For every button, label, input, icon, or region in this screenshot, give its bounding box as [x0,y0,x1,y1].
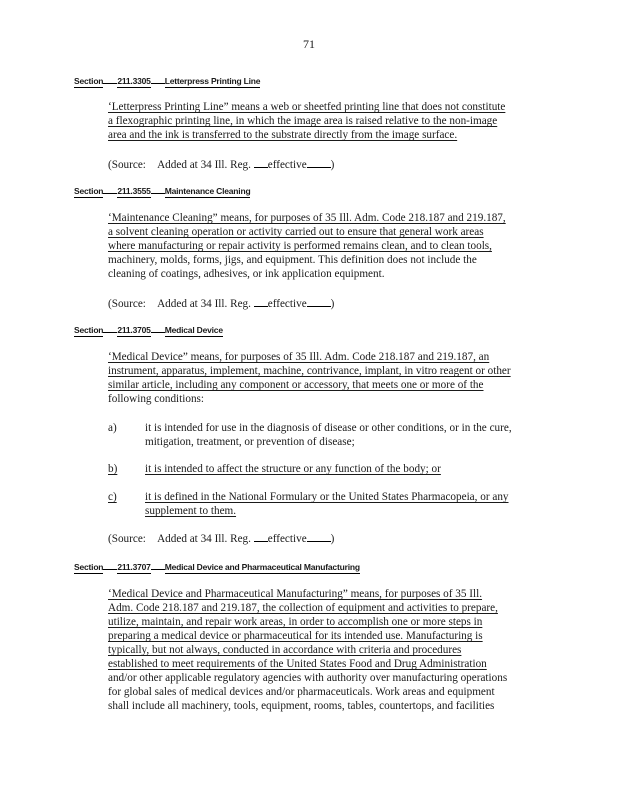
text-line: ‘Medical Device” means, for purposes of 35 Ill. Adm. Code 218.187 and 219.187, an [108,351,490,363]
section-label: Section [74,76,104,86]
page-number: 71 [303,37,315,51]
text-line: and/or other applicable regulatory agencies with authority over manufacturing operations [108,672,508,684]
item-marker: a) [108,422,117,434]
source-prefix: (Source: [108,159,146,171]
text-line: following conditions: [108,393,205,405]
section-title: Medical Device [164,325,223,335]
text-line: similar article, including any component or accessory, that meets one or more of the [108,379,484,391]
text-line: a solvent cleaning operation or activity carried out to ensure that general work areas [108,226,484,238]
text-line: area and the ink is transferred to the substrate directly from the image surface. [108,129,458,141]
section-heading [74,186,250,196]
condition-item [108,490,540,518]
source-added: Added at 34 Ill. Reg. [157,159,251,171]
section-title: Letterpress Printing Line [164,76,261,86]
condition-item [108,421,540,449]
text-line: machinery, molds, forms, jigs, and equipment. This definition does not include the [108,254,477,266]
text-line: it is intended to affect the structure or any function of the body; or [145,463,441,475]
definition-paragraph [108,211,540,281]
source-note: (Source: Added at 34 Ill. Reg. effective ) [108,159,335,171]
text-line: for global sales of medical devices and/or pharmaceuticals. Work areas and equipment [108,686,495,698]
definition-paragraph [108,350,540,406]
source-prefix: (Source: [108,298,146,310]
text-line: Adm. Code 218.187 and 219.187, the collection of equipment and activities to prepare, [108,602,498,614]
text-line: mitigation, treatment, or prevention of disease; [145,436,355,448]
text-line: ‘Maintenance Cleaning” means, for purposes of 35 Ill. Adm. Code 218.187 and 219.187, [108,212,506,224]
text-line: it is defined in the National Formulary or the United States Pharmacopeia, or any [145,491,509,503]
source-effective: effective [267,298,307,310]
section-label: Section [74,186,104,196]
section-heading [74,562,360,572]
section-label: Section [74,325,104,335]
text-line: ‘Letterpress Printing Line” means a web or sheetfed printing line that does not constitute [108,101,506,113]
condition-item [108,462,540,476]
section-title: Medical Device and Pharmaceutical Manufacturing [164,562,360,572]
source-effective: effective [267,159,307,171]
source-note: (Source: Added at 34 Ill. Reg. effective ) [108,298,335,310]
item-marker: c) [108,491,117,503]
source-prefix: (Source: [108,533,146,545]
text-line: where manufacturing or repair activity is performed remains clean, and to clean tools, [108,240,492,252]
item-marker: b) [108,463,118,475]
text-line: a flexographic printing line, in which the image area is raised relative to the non-image [108,115,498,127]
text-line: ‘Medical Device and Pharmaceutical Manufacturing” means, for purposes of 35 Ill. [108,588,483,600]
text-line: shall include all machinery, tools, equipment, rooms, tables, countertops, and facilities [108,700,495,712]
text-line: established to meet requirements of the United States Food and Drug Administration [108,658,487,670]
section-number: 211.3305 [117,76,151,86]
source-added: Added at 34 Ill. Reg. [157,533,251,545]
section-number: 211.3705 [117,325,151,335]
text-line: cleaning of coatings, adhesives, or ink application equipment. [108,268,385,280]
source-added: Added at 34 Ill. Reg. [157,298,251,310]
text-line: typically, but not always, conducted in accordance with criteria and procedures [108,644,462,656]
section-number: 211.3555 [117,186,151,196]
source-note: (Source: Added at 34 Ill. Reg. effective ) [108,533,335,545]
text-line: instrument, apparatus, implement, machine, contrivance, implant, in vitro reagent or other [108,365,511,377]
text-line: supplement to them. [145,505,237,517]
text-line: preparing a medical device or pharmaceutical for its intended use. Manufacturing is [108,630,483,642]
section-label: Section [74,562,104,572]
definition-paragraph [108,100,540,142]
section-heading [74,325,223,335]
section-heading [74,76,260,86]
section-number: 211.3707 [117,562,151,572]
source-effective: effective [267,533,307,545]
definition-paragraph [108,587,540,713]
text-line: it is intended for use in the diagnosis of disease or other conditions, or in the cure, [145,422,512,434]
section-title: Maintenance Cleaning [164,186,251,196]
text-line: utilize, maintain, and repair work areas, in order to accomplish one or more steps in [108,616,483,628]
